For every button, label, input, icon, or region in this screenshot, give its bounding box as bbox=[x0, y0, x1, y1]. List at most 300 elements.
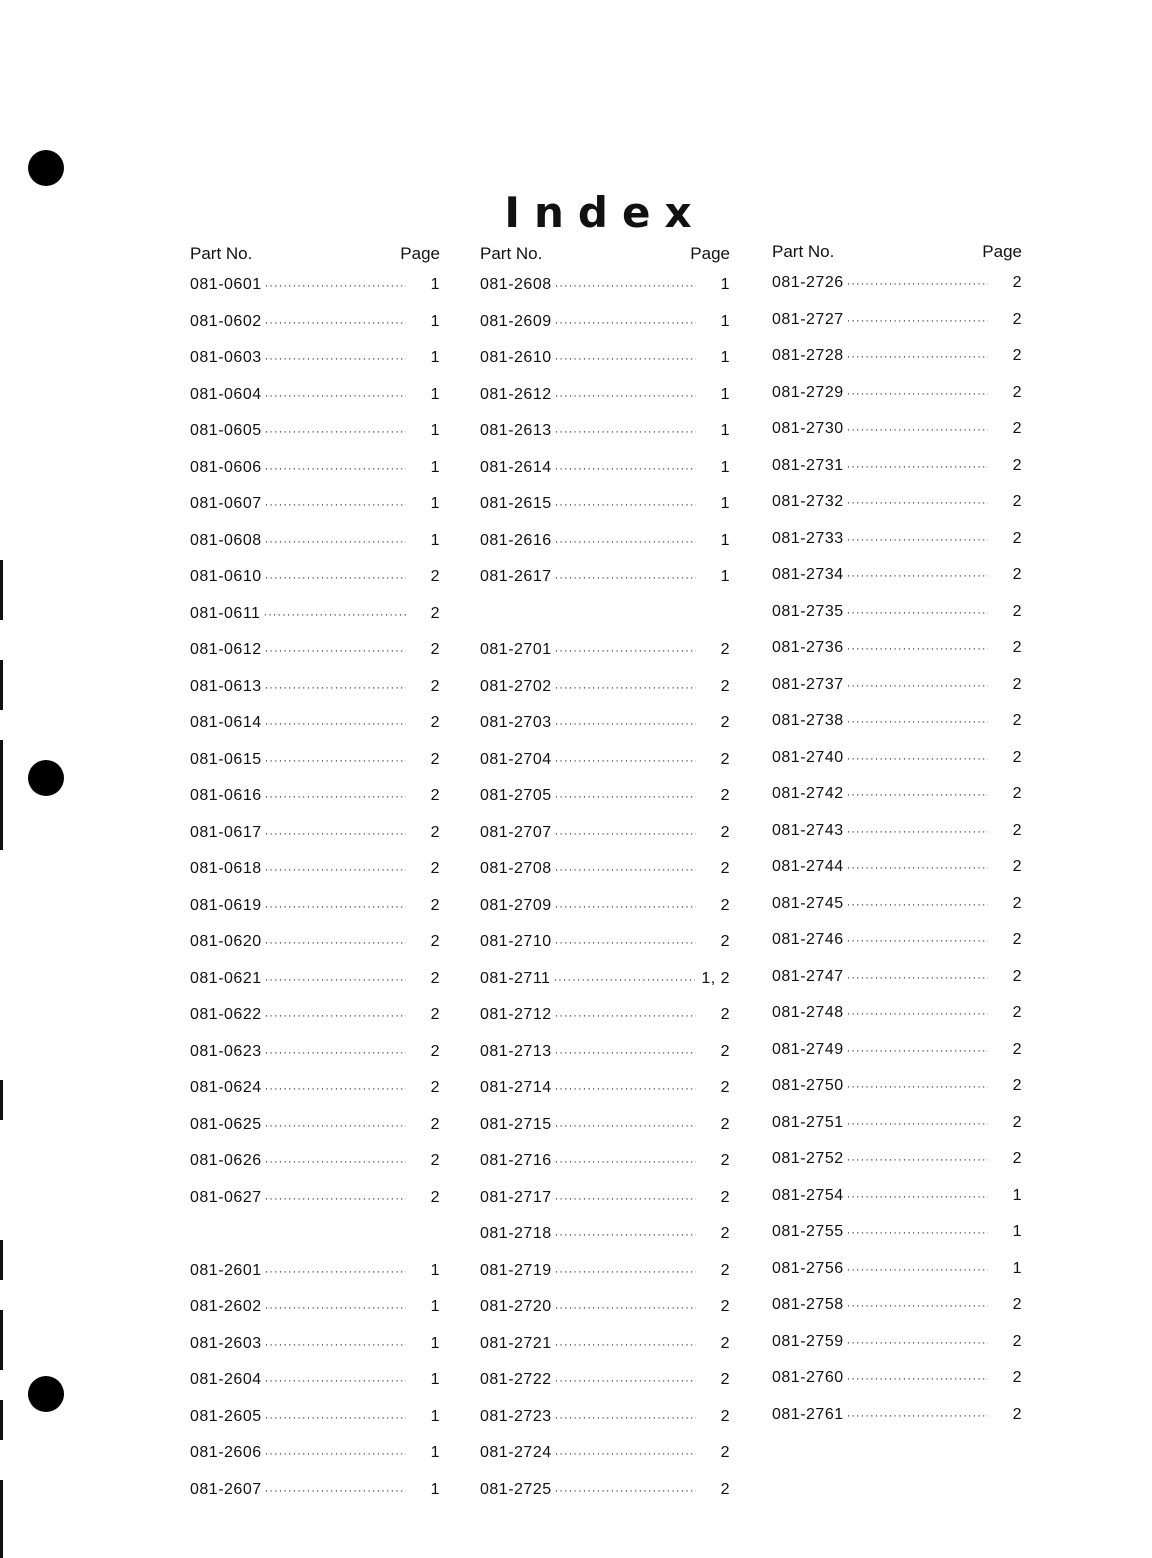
index-entry bbox=[772, 1077, 1022, 1114]
dot-leader bbox=[847, 497, 988, 509]
page-number: 2 bbox=[430, 568, 440, 585]
dot-leader bbox=[555, 1083, 696, 1095]
dot-leader bbox=[265, 1485, 406, 1497]
dot-leader bbox=[265, 1083, 406, 1095]
page-number: 2 bbox=[720, 787, 730, 804]
part-number: 081-0618 bbox=[190, 860, 262, 877]
index-entry bbox=[772, 858, 1022, 895]
part-number: 081-2612 bbox=[480, 385, 552, 403]
index-entry bbox=[480, 532, 730, 569]
page-number: 1, 2 bbox=[701, 969, 730, 987]
index-entry bbox=[480, 1006, 730, 1043]
dot-leader bbox=[847, 1300, 988, 1312]
part-number: 081-0612 bbox=[190, 641, 262, 658]
page-number: 1 bbox=[430, 422, 440, 439]
index-entry bbox=[480, 1371, 730, 1408]
page-number: 2 bbox=[430, 969, 440, 987]
index-entry bbox=[480, 1262, 730, 1299]
index-entry bbox=[772, 457, 1022, 494]
part-number: 081-2728 bbox=[772, 347, 844, 364]
page-number: 1 bbox=[430, 385, 440, 403]
index-entry bbox=[480, 678, 730, 715]
index-entry bbox=[480, 349, 730, 386]
index-entry bbox=[772, 712, 1022, 749]
page-number: 1 bbox=[430, 458, 440, 476]
page-number: 2 bbox=[430, 860, 440, 877]
part-number: 081-0624 bbox=[190, 1079, 262, 1096]
part-number: 081-2614 bbox=[480, 458, 552, 476]
page-number: 2 bbox=[720, 714, 730, 731]
index-entry bbox=[190, 568, 440, 605]
dot-leader bbox=[265, 280, 406, 292]
index-entry bbox=[772, 530, 1022, 567]
page-number: 1 bbox=[430, 1298, 440, 1315]
index-entry bbox=[190, 1444, 440, 1481]
page-number: 2 bbox=[1012, 894, 1022, 912]
index-entry bbox=[190, 532, 440, 569]
part-number: 081-2740 bbox=[772, 748, 844, 766]
page-number: 2 bbox=[720, 1225, 730, 1242]
part-number: 081-2735 bbox=[772, 602, 844, 620]
dot-leader bbox=[847, 753, 988, 765]
page-number: 2 bbox=[720, 1152, 730, 1169]
dot-leader bbox=[265, 682, 406, 694]
dot-leader bbox=[265, 718, 406, 730]
dot-leader bbox=[847, 315, 988, 327]
index-entry bbox=[190, 714, 440, 751]
page-number: 2 bbox=[430, 641, 440, 658]
index-entry bbox=[190, 1152, 440, 1189]
part-number: 081-2746 bbox=[772, 931, 844, 948]
page-number: 2 bbox=[430, 896, 440, 914]
index-entry bbox=[480, 568, 730, 605]
page-number: 2 bbox=[1012, 931, 1022, 948]
scan-edge-mark bbox=[0, 1240, 3, 1280]
dot-leader bbox=[847, 1118, 988, 1130]
page-number: 1 bbox=[430, 1480, 440, 1498]
dot-leader bbox=[555, 828, 696, 840]
index-entry bbox=[772, 1260, 1022, 1297]
part-number: 081-2734 bbox=[772, 566, 844, 583]
part-number: 081-0616 bbox=[190, 787, 262, 804]
part-number: 081-2747 bbox=[772, 967, 844, 985]
index-entry bbox=[480, 641, 730, 678]
dot-leader bbox=[555, 1339, 696, 1351]
dot-leader bbox=[847, 899, 988, 911]
page-number: 2 bbox=[720, 641, 730, 658]
page-number: 1 bbox=[430, 312, 440, 330]
index-entry bbox=[190, 605, 440, 642]
section-gap bbox=[480, 605, 730, 642]
index-entry bbox=[480, 860, 730, 897]
part-number: 081-2738 bbox=[772, 712, 844, 729]
index-entry bbox=[480, 459, 730, 496]
column-header bbox=[190, 236, 440, 272]
dot-leader bbox=[555, 901, 696, 913]
part-number: 081-2710 bbox=[480, 933, 552, 950]
index-entry bbox=[772, 749, 1022, 786]
dot-leader bbox=[265, 1375, 406, 1387]
part-number: 081-2616 bbox=[480, 531, 552, 549]
page-number: 2 bbox=[720, 860, 730, 877]
dot-leader bbox=[847, 1410, 988, 1422]
index-entry bbox=[190, 1079, 440, 1116]
dot-leader bbox=[555, 645, 696, 657]
part-number: 081-0605 bbox=[190, 422, 262, 439]
dot-leader bbox=[555, 718, 696, 730]
dot-leader bbox=[555, 1229, 696, 1241]
dot-leader bbox=[847, 935, 988, 947]
index-entry bbox=[480, 897, 730, 934]
index-entry bbox=[772, 1333, 1022, 1370]
index-entry bbox=[190, 459, 440, 496]
index-entry bbox=[480, 933, 730, 970]
dot-leader bbox=[847, 716, 988, 728]
column-header bbox=[772, 234, 1022, 270]
index-entry bbox=[190, 1006, 440, 1043]
page-number: 2 bbox=[430, 750, 440, 768]
index-entry bbox=[772, 676, 1022, 713]
page-number: 2 bbox=[1012, 347, 1022, 364]
part-number: 081-2743 bbox=[772, 821, 844, 839]
page-number: 2 bbox=[720, 823, 730, 841]
dot-leader bbox=[555, 1485, 696, 1497]
part-no-header: Part No. bbox=[772, 242, 835, 261]
page-number: 1 bbox=[430, 276, 440, 293]
scan-edge-mark bbox=[0, 660, 3, 710]
part-number: 081-2719 bbox=[480, 1261, 552, 1279]
dot-leader bbox=[265, 1047, 406, 1059]
index-entry bbox=[772, 274, 1022, 311]
part-number: 081-2733 bbox=[772, 529, 844, 547]
index-entry bbox=[772, 1296, 1022, 1333]
part-number: 081-2603 bbox=[190, 1334, 262, 1352]
index-entry bbox=[772, 822, 1022, 859]
dot-leader bbox=[265, 1120, 406, 1132]
page-number: 2 bbox=[1012, 639, 1022, 656]
page-number: 2 bbox=[1012, 1004, 1022, 1021]
page-number: 2 bbox=[430, 823, 440, 841]
index-entry bbox=[772, 384, 1022, 421]
part-number: 081-2725 bbox=[480, 1480, 552, 1498]
page-number: 1 bbox=[430, 1334, 440, 1352]
dot-leader bbox=[265, 864, 406, 876]
page-number: 1 bbox=[720, 495, 730, 512]
index-entry bbox=[190, 1481, 440, 1518]
scan-edge-mark bbox=[0, 740, 3, 850]
page-number: 2 bbox=[720, 933, 730, 950]
dot-leader bbox=[265, 572, 406, 584]
page-number: 2 bbox=[1012, 1405, 1022, 1423]
part-number: 081-2613 bbox=[480, 422, 552, 439]
page-number: 1 bbox=[430, 495, 440, 512]
index-entry bbox=[480, 1444, 730, 1481]
page-number: 2 bbox=[720, 1079, 730, 1096]
page-number: 2 bbox=[720, 1298, 730, 1315]
dot-leader bbox=[555, 463, 696, 475]
page-number: 2 bbox=[1012, 566, 1022, 583]
part-number: 081-2736 bbox=[772, 639, 844, 656]
dot-leader bbox=[555, 1047, 696, 1059]
part-no-header: Part No. bbox=[480, 244, 543, 263]
part-number: 081-2751 bbox=[772, 1113, 844, 1131]
index-entry bbox=[480, 824, 730, 861]
part-number: 081-2704 bbox=[480, 750, 552, 768]
part-number: 081-2727 bbox=[772, 310, 844, 328]
dot-leader bbox=[555, 280, 696, 292]
part-number: 081-2606 bbox=[190, 1444, 262, 1461]
index-entry bbox=[772, 311, 1022, 348]
part-number: 081-0619 bbox=[190, 896, 262, 914]
dot-leader bbox=[265, 1010, 406, 1022]
page-number: 2 bbox=[1012, 310, 1022, 328]
part-number: 081-2729 bbox=[772, 383, 844, 401]
dot-leader bbox=[847, 1081, 988, 1093]
page-number: 1 bbox=[1012, 1186, 1022, 1204]
index-entry bbox=[480, 276, 730, 313]
index-entry bbox=[190, 386, 440, 423]
page-number: 2 bbox=[1012, 785, 1022, 802]
part-number: 081-2722 bbox=[480, 1371, 552, 1388]
section-gap bbox=[190, 1225, 440, 1262]
dot-leader bbox=[265, 499, 406, 511]
dot-leader bbox=[847, 972, 988, 984]
page-number: 2 bbox=[1012, 456, 1022, 474]
dot-leader bbox=[555, 1120, 696, 1132]
page-number: 2 bbox=[430, 1152, 440, 1169]
dot-leader bbox=[847, 424, 988, 436]
index-entry bbox=[190, 641, 440, 678]
part-number: 081-0606 bbox=[190, 458, 262, 476]
index-entry bbox=[190, 897, 440, 934]
part-number: 081-2605 bbox=[190, 1407, 262, 1425]
index-entry bbox=[190, 313, 440, 350]
page-number: 2 bbox=[1012, 529, 1022, 547]
part-number: 081-2609 bbox=[480, 312, 552, 330]
page-number: 1 bbox=[720, 312, 730, 330]
part-number: 081-2608 bbox=[480, 276, 552, 293]
dot-leader bbox=[555, 755, 696, 767]
page-header: Page bbox=[690, 244, 730, 263]
part-number: 081-2714 bbox=[480, 1079, 552, 1096]
index-entry bbox=[772, 566, 1022, 603]
index-entry bbox=[772, 493, 1022, 530]
part-number: 081-2756 bbox=[772, 1259, 844, 1277]
part-number: 081-2732 bbox=[772, 493, 844, 510]
index-entry bbox=[190, 422, 440, 459]
page-number: 2 bbox=[720, 677, 730, 695]
dot-leader bbox=[555, 1266, 696, 1278]
page-number: 2 bbox=[1012, 967, 1022, 985]
part-number: 081-0601 bbox=[190, 276, 262, 293]
page-number: 1 bbox=[1012, 1223, 1022, 1240]
page-number: 2 bbox=[430, 604, 440, 622]
index-entry bbox=[480, 751, 730, 788]
dot-leader bbox=[265, 426, 406, 438]
scan-edge-mark bbox=[0, 560, 3, 620]
page-number: 2 bbox=[720, 1261, 730, 1279]
page-number: 1 bbox=[720, 276, 730, 293]
part-number: 081-2716 bbox=[480, 1152, 552, 1169]
part-number: 081-2708 bbox=[480, 860, 552, 877]
part-number: 081-2602 bbox=[190, 1298, 262, 1315]
part-number: 081-2731 bbox=[772, 456, 844, 474]
page-number: 2 bbox=[1012, 493, 1022, 510]
index-entry bbox=[772, 1223, 1022, 1260]
index-entry bbox=[190, 1298, 440, 1335]
part-number: 081-2754 bbox=[772, 1186, 844, 1204]
dot-leader bbox=[847, 1008, 988, 1020]
dot-leader bbox=[265, 463, 406, 475]
dot-leader bbox=[265, 828, 406, 840]
part-number: 081-0602 bbox=[190, 312, 262, 330]
part-number: 081-2604 bbox=[190, 1371, 262, 1388]
dot-leader bbox=[847, 1337, 988, 1349]
part-no-header: Part No. bbox=[190, 244, 253, 263]
scan-edge-mark bbox=[0, 1400, 3, 1440]
dot-leader bbox=[553, 974, 695, 986]
index-entry bbox=[190, 1043, 440, 1080]
index-entry bbox=[772, 1150, 1022, 1187]
dot-leader bbox=[265, 901, 406, 913]
page-number: 1 bbox=[430, 1371, 440, 1388]
dot-leader bbox=[555, 390, 696, 402]
part-number: 081-2750 bbox=[772, 1077, 844, 1094]
dot-leader bbox=[847, 862, 988, 874]
dot-leader bbox=[265, 1412, 406, 1424]
dot-leader bbox=[555, 317, 696, 329]
dot-leader bbox=[555, 1010, 696, 1022]
page-number: 2 bbox=[720, 1371, 730, 1388]
punch-hole-middle bbox=[28, 760, 64, 796]
part-number: 081-2607 bbox=[190, 1480, 262, 1498]
dot-leader bbox=[555, 536, 696, 548]
index-entry bbox=[480, 386, 730, 423]
index-column-1 bbox=[190, 236, 440, 1517]
part-number: 081-0614 bbox=[190, 714, 262, 731]
part-number: 081-2730 bbox=[772, 420, 844, 437]
index-entry bbox=[480, 313, 730, 350]
page-number: 1 bbox=[720, 568, 730, 585]
page-header: Page bbox=[400, 244, 440, 263]
index-entry bbox=[772, 1406, 1022, 1443]
page-number: 2 bbox=[720, 1444, 730, 1461]
part-number: 081-2712 bbox=[480, 1006, 552, 1023]
part-number: 081-2703 bbox=[480, 714, 552, 731]
part-number: 081-2723 bbox=[480, 1407, 552, 1425]
page-number: 1 bbox=[430, 531, 440, 549]
dot-leader bbox=[847, 1191, 988, 1203]
part-number: 081-0603 bbox=[190, 349, 262, 366]
page-number: 2 bbox=[720, 1480, 730, 1498]
index-entry bbox=[190, 1189, 440, 1226]
part-number: 081-2718 bbox=[480, 1225, 552, 1242]
page-number: 1 bbox=[720, 422, 730, 439]
page-number: 2 bbox=[430, 787, 440, 804]
part-number: 081-2737 bbox=[772, 675, 844, 693]
dot-leader bbox=[555, 864, 696, 876]
dot-leader bbox=[847, 570, 988, 582]
dot-leader bbox=[847, 1045, 988, 1057]
page-number: 1 bbox=[430, 349, 440, 366]
dot-leader bbox=[265, 974, 406, 986]
dot-leader bbox=[265, 536, 406, 548]
index-entry bbox=[772, 968, 1022, 1005]
dot-leader bbox=[847, 826, 988, 838]
dot-leader bbox=[847, 534, 988, 546]
index-entry bbox=[480, 1481, 730, 1518]
page-number: 2 bbox=[1012, 383, 1022, 401]
part-number: 081-2721 bbox=[480, 1334, 552, 1352]
index-entry bbox=[772, 1041, 1022, 1078]
page-header: Page bbox=[982, 242, 1022, 261]
index-entry bbox=[190, 495, 440, 532]
index-entry bbox=[480, 1408, 730, 1445]
dot-leader bbox=[265, 1448, 406, 1460]
scan-edge-mark bbox=[0, 1480, 3, 1558]
index-entry bbox=[480, 970, 730, 1007]
page-number: 2 bbox=[720, 1006, 730, 1023]
index-entry bbox=[772, 347, 1022, 384]
index-entry bbox=[190, 1262, 440, 1299]
index-entry bbox=[480, 422, 730, 459]
index-entry bbox=[480, 1116, 730, 1153]
page-number: 2 bbox=[720, 1407, 730, 1425]
page-number: 2 bbox=[1012, 1332, 1022, 1350]
index-entry bbox=[190, 276, 440, 313]
dot-leader bbox=[555, 937, 696, 949]
index-entry bbox=[480, 1043, 730, 1080]
page-number: 1 bbox=[430, 1407, 440, 1425]
part-number: 081-0621 bbox=[190, 969, 262, 987]
page-number: 2 bbox=[430, 714, 440, 731]
dot-leader bbox=[847, 351, 988, 363]
index-column-3 bbox=[772, 234, 1022, 1442]
dot-leader bbox=[555, 1448, 696, 1460]
dot-leader bbox=[847, 1154, 988, 1166]
index-entry bbox=[772, 639, 1022, 676]
dot-leader bbox=[265, 1156, 406, 1168]
part-number: 081-2701 bbox=[480, 641, 552, 658]
page-number: 1 bbox=[720, 385, 730, 403]
page-number: 2 bbox=[720, 750, 730, 768]
dot-leader bbox=[555, 1375, 696, 1387]
index-entry bbox=[772, 785, 1022, 822]
index-entry bbox=[190, 751, 440, 788]
dot-leader bbox=[265, 1302, 406, 1314]
page-number: 2 bbox=[720, 896, 730, 914]
dot-leader bbox=[265, 1193, 406, 1205]
part-number: 081-2759 bbox=[772, 1332, 844, 1350]
page-number: 1 bbox=[430, 1261, 440, 1279]
dot-leader bbox=[555, 1156, 696, 1168]
page-number: 2 bbox=[1012, 1077, 1022, 1094]
part-number: 081-0613 bbox=[190, 677, 262, 695]
index-entry bbox=[772, 1004, 1022, 1041]
part-number: 081-0608 bbox=[190, 531, 262, 549]
dot-leader bbox=[555, 499, 696, 511]
page-number: 2 bbox=[720, 1042, 730, 1060]
page-number: 2 bbox=[720, 1188, 730, 1206]
page-number: 1 bbox=[720, 349, 730, 366]
page-number: 2 bbox=[430, 1079, 440, 1096]
part-number: 081-2713 bbox=[480, 1042, 552, 1060]
page-number: 2 bbox=[430, 677, 440, 695]
part-number: 081-2726 bbox=[772, 274, 844, 291]
part-number: 081-0604 bbox=[190, 385, 262, 403]
dot-leader bbox=[555, 1193, 696, 1205]
index-entry bbox=[772, 1369, 1022, 1406]
